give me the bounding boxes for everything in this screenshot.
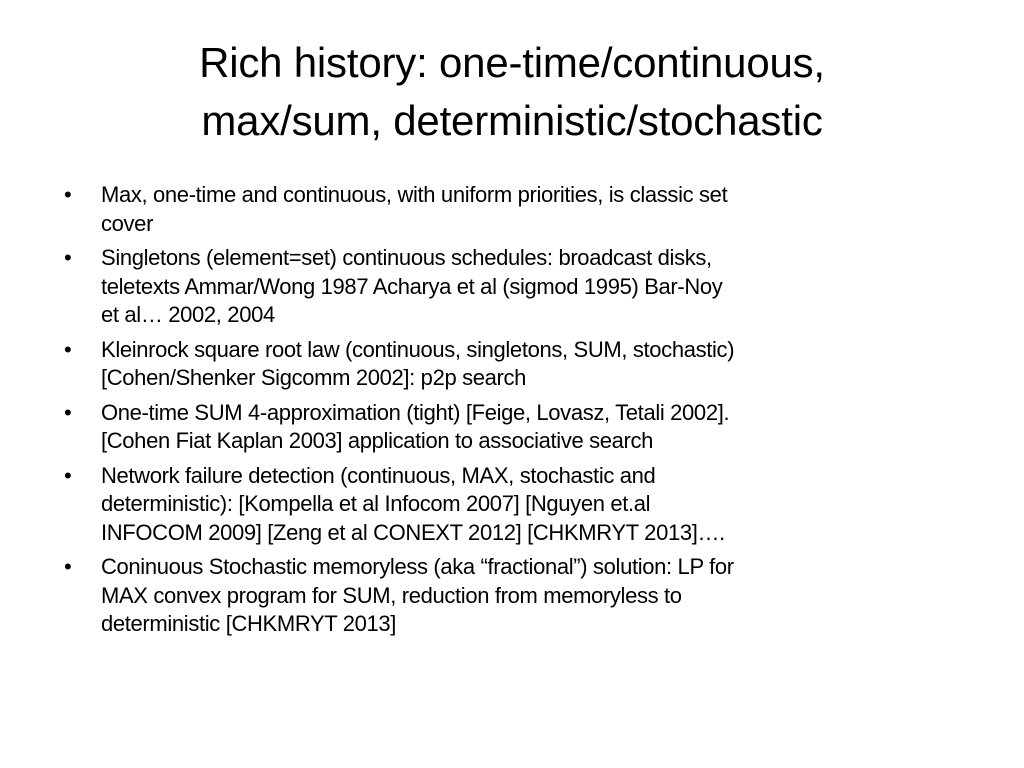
title-line: max/sum, deterministic/stochastic: [201, 97, 823, 144]
bullet-line: Coninuous Stochastic memoryless (aka “fractional”) solution: LP for: [101, 554, 734, 579]
bullet-point-icon: •: [64, 399, 72, 425]
bullet-line: et al… 2002, 2004: [101, 302, 275, 327]
bullet-line: cover: [101, 210, 154, 236]
bullet-text: [101, 181, 964, 238]
bullet-line: Network failure detection (continuous, MAX, stochastic and: [101, 462, 656, 488]
bullet-list: [64, 181, 964, 645]
bullet-line: deterministic): [Kompella et al Infocom 2007] [Nguyen et.al: [101, 491, 651, 516]
bullet-line: deterministic [CHKMRYT 2013]: [101, 611, 397, 636]
bullet-point-icon: •: [64, 554, 72, 579]
bullet-point-icon: •: [64, 336, 72, 362]
bullet-line: Max, one-time and continuous, with uniform priorities, is classic set: [101, 182, 728, 207]
bullet-line: [Cohen Fiat Kaplan 2003] application to associative search: [101, 428, 654, 453]
bullet-text: [101, 553, 964, 639]
bullet-item: [64, 553, 964, 639]
bullet-item: [64, 181, 964, 238]
bullet-text: [101, 336, 964, 393]
title-line: Rich history: one-time/continuous,: [199, 39, 825, 86]
bullet-line: One-time SUM 4-approximation (tight) [Feige, Lovasz, Tetali 2002].: [101, 399, 730, 425]
bullet-line: MAX convex program for SUM, reduction from memoryless to: [101, 582, 682, 608]
bullet-point-icon: •: [64, 182, 72, 207]
slide-title: [60, 34, 964, 150]
bullet-item: [64, 336, 964, 393]
bullet-text: [101, 462, 964, 548]
bullet-line: Kleinrock square root law (continuous, singletons, SUM, stochastic): [101, 336, 735, 362]
bullet-line: INFOCOM 2009] [Zeng et al CONEXT 2012] [CHKMRYT 2013]….: [101, 519, 725, 545]
bullet-line: [Cohen/Shenker Sigcomm 2002]: p2p search: [101, 365, 527, 390]
bullet-text: [101, 244, 964, 330]
bullet-line: Singletons (element=set) continuous schedules: broadcast disks,: [101, 245, 712, 270]
bullet-line: teletexts Ammar/Wong 1987 Acharya et al (sigmod 1995) Bar-Noy: [101, 273, 723, 299]
bullet-point-icon: •: [64, 462, 72, 488]
bullet-item: [64, 462, 964, 548]
bullet-point-icon: •: [64, 245, 72, 270]
bullet-text: [101, 399, 964, 456]
bullet-item: [64, 244, 964, 330]
bullet-item: [64, 399, 964, 456]
